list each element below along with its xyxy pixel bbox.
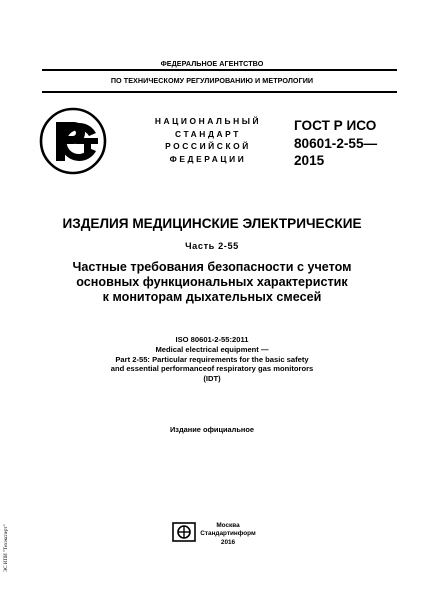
national-standard-line: СТАНДАРТ xyxy=(175,128,241,139)
edition-label: Издание официальное xyxy=(169,425,254,434)
iso-reference xyxy=(0,335,424,384)
subtitle-line: к мониторам дыхательных смесей xyxy=(102,290,322,305)
top-divider xyxy=(42,69,397,71)
standartinform-logo-icon xyxy=(172,522,196,542)
subtitle-line: Частные требования безопасности с учетом xyxy=(72,260,352,274)
iso-line: Medical electrical equipment — xyxy=(155,344,269,354)
document-subtitle xyxy=(0,260,424,306)
iso-line: (IDT) xyxy=(203,374,221,384)
gost-line: 2015 xyxy=(294,153,325,168)
side-watermark: ЭС ИПИ "Техэксперт" xyxy=(4,524,9,572)
document-title: ИЗДЕЛИЯ МЕДИЦИНСКИЕ ЭЛЕКТРИЧЕСКИЕ xyxy=(62,216,362,231)
gost-line: 80601-2-55— xyxy=(294,135,378,151)
national-standard-label xyxy=(145,115,271,165)
gost-designation xyxy=(294,117,377,170)
publisher-year: 2016 xyxy=(220,538,236,546)
iso-line: and essential performanceof respiratory gas monitorors xyxy=(110,364,314,374)
gost-r-emblem-icon xyxy=(39,107,107,175)
iso-line: Part 2-55: Particular requirements for the basic safety xyxy=(115,354,309,364)
publisher-info xyxy=(200,522,256,547)
national-standard-line: РОССИЙСКОЙ xyxy=(165,141,251,152)
national-standard-line: ФЕДЕРАЦИИ xyxy=(169,153,247,164)
gost-line: ГОСТ Р ИСО xyxy=(294,118,377,133)
subtitle-line: основных функциональных характеристик xyxy=(76,275,348,290)
middle-divider xyxy=(42,91,397,93)
publisher-city: Москва xyxy=(216,522,240,529)
agency-name-line1: ФЕДЕРАЛЬНОЕ АГЕНТСТВО xyxy=(160,59,264,68)
national-standard-line: НАЦИОНАЛЬНЫЙ xyxy=(154,116,262,126)
publisher-name: Стандартинформ xyxy=(200,530,256,538)
agency-name-line2: ПО ТЕХНИЧЕСКОМУ РЕГУЛИРОВАНИЮ И МЕТРОЛОГИИ xyxy=(110,76,314,85)
iso-line: ISO 80601-2-55:2011 xyxy=(175,335,249,344)
part-number: Часть 2-55 xyxy=(185,241,239,251)
